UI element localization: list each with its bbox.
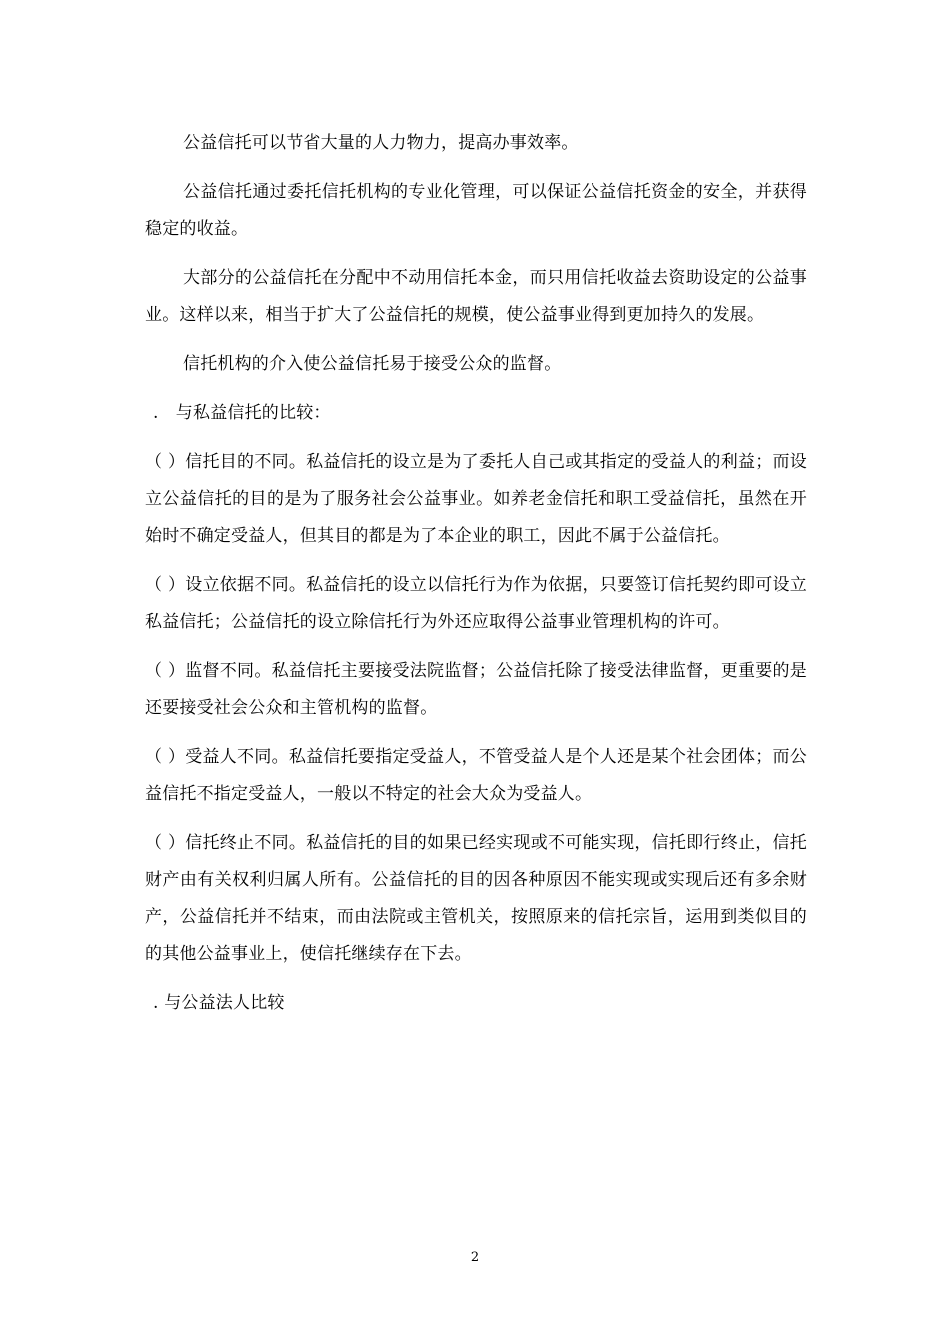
comparison-item-beneficiary: （ ）受益人不同。私益信托要指定受益人，不管受益人是个人还是某个社会团体；而公益信托不指定受益人，一般以不特定的社会大众为受益人。 [145,747,807,804]
document-body [145,125,807,1034]
page-number: 2 [470,1250,480,1265]
paragraph-public-supervision: 信托机构的介入使公益信托易于接受公众的监督。 [183,354,562,374]
paragraph-efficiency: 公益信托可以节省大量的人力物力，提高办事效率。 [183,133,579,153]
comparison-item-termination: （ ）信托终止不同。私益信托的目的如果已经实现或不可能实现，信托即行终止，信托财产由有关权利归属人所有。公益信托的目的因各种原因不能实现或实现后还有多余财产，公益信托并不结束，而由法院或主管机关，按照原来的信托宗旨，运用到类似目的的其他公益事业上，使信托继续存在下去。 [145,833,807,964]
comparison-item-purpose: （ ）信托目的不同。私益信托的设立是为了委托人自己或其指定的受益人的利益；而设立公益信托的目的是为了服务社会公益事业。如养老金信托和职工受益信托，虽然在开始时不确定受益人，但其目的都是为了本企业的职工，因此不属于公益信托。 [145,452,807,546]
comparison-item-basis: （ ）设立依据不同。私益信托的设立以信托行为作为依据，只要签订信托契约即可设立私益信托；公益信托的设立除信托行为外还应取得公益事业管理机构的许可。 [145,575,807,632]
section-heading-private-trust-comparison: . 与私益信托的比较： [153,403,331,423]
paragraph-principal-preservation: 大部分的公益信托在分配中不动用信托本金，而只用信托收益去资助设定的公益事业。这样以来，相当于扩大了公益信托的规模，使公益事业得到更加持久的发展。 [145,268,807,325]
paragraph-professional-management: 公益信托通过委托信托机构的专业化管理，可以保证公益信托资金的安全，并获得稳定的收益。 [145,182,807,239]
comparison-item-supervision: （ ）监督不同。私益信托主要接受法院监督；公益信托除了接受法律监督，更重要的是还要接受社会公众和主管机构的监督。 [145,661,807,718]
section-heading-public-legal-person-comparison: . 与公益法人比较 [153,993,285,1013]
